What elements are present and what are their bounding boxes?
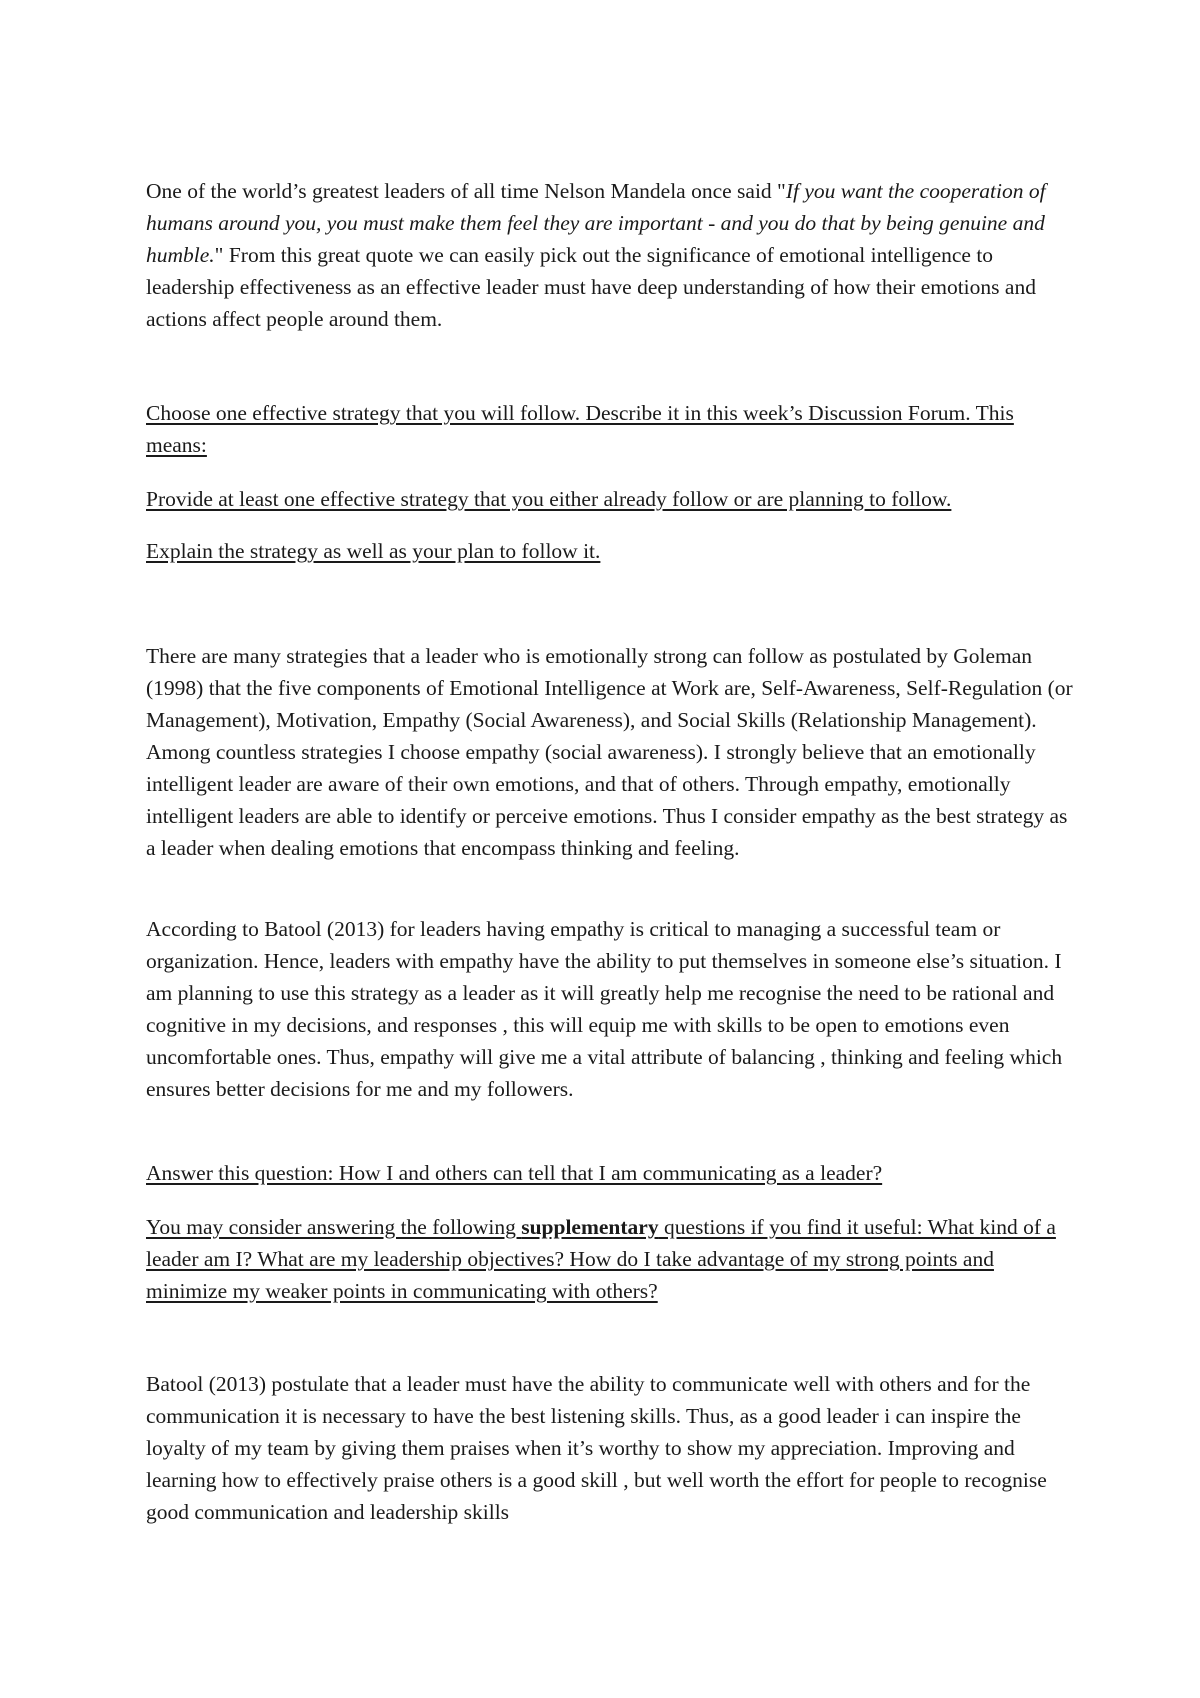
prompt-answer-question: Answer this question: How I and others can tell that I am communicating as a leader? [146,1161,883,1185]
intro-paragraph [146,175,1076,335]
batool-empathy-paragraph: According to Batool (2013) for leaders having empathy is critical to managing a successful team or organization. Hence, leaders with empathy have the ability to put themselves in someone else’s situation. I am planning to use this strategy as a leader as it will greatly help me recognise the need to be rational and cognitive in my decisions, and responses , this will equip me with skills to be open to emotions even uncomfortable ones. Thus, empathy will give me a vital attribute of balancing , thinking and feeling which ensures better decisions for me and my followers. [146,917,1063,1101]
supplementary-bold: supplementary [521,1215,659,1239]
prompt-supplementary [146,1211,1056,1307]
intro-text-before: One of the world’s greatest leaders of all time Nelson Mandela once said " [146,179,786,203]
mandela-quote: If you want the cooperation of humans around you, you must make them feel they are important - and you do that by being genuine and humble. [146,179,1046,267]
prompt-provide-strategy: Provide at least one effective strategy that you either already follow or are planning to follow. [146,487,952,511]
supplementary-text-after: questions if you find it useful: What kind of a leader am I? What are my leadership objectives? How do I take advantage of my strong points and minimize my weaker points in communicating with others? [146,1215,1056,1303]
prompt-explain-strategy: Explain the strategy as well as your plan to follow it. [146,539,601,563]
batool-communication-paragraph: Batool (2013) postulate that a leader must have the ability to communicate well with others and for the communication it is necessary to have the best listening skills. Thus, as a good leader i can inspire the loyalty of my team by giving them praises when it’s worthy to show my appreciation. Improving and learning how to effectively praise others is a good skill , but well worth the effort for people to recognise good communication and leadership skills [146,1372,1047,1524]
prompt-choose-strategy: Choose one effective strategy that you will follow. Describe it in this week’s Discussion Forum. This means: [146,401,1014,457]
intro-text-after: " From this great quote we can easily pick out the significance of emotional intelligence to leadership effectiveness as an effective leader must have deep understanding of how their emotions and actions affect people around them. [146,243,1036,331]
strategies-paragraph: There are many strategies that a leader who is emotionally strong can follow as postulated by Goleman (1998) that the five components of Emotional Intelligence at Work are, Self-Awareness, Self-Regulation (or Management), Motivation, Empathy (Social Awareness), and Social Skills (Relationship Management). Among countless strategies I choose empathy (social awareness). I strongly believe that an emotionally intelligent leader are aware of their own emotions, and that of others. Through empathy, emotionally intelligent leaders are able to identify or perceive emotions. Thus I consider empathy as the best strategy as a leader when dealing emotions that encompass thinking and feeling. [146,644,1073,860]
supplementary-text-before: You may consider answering the following [146,1215,522,1239]
